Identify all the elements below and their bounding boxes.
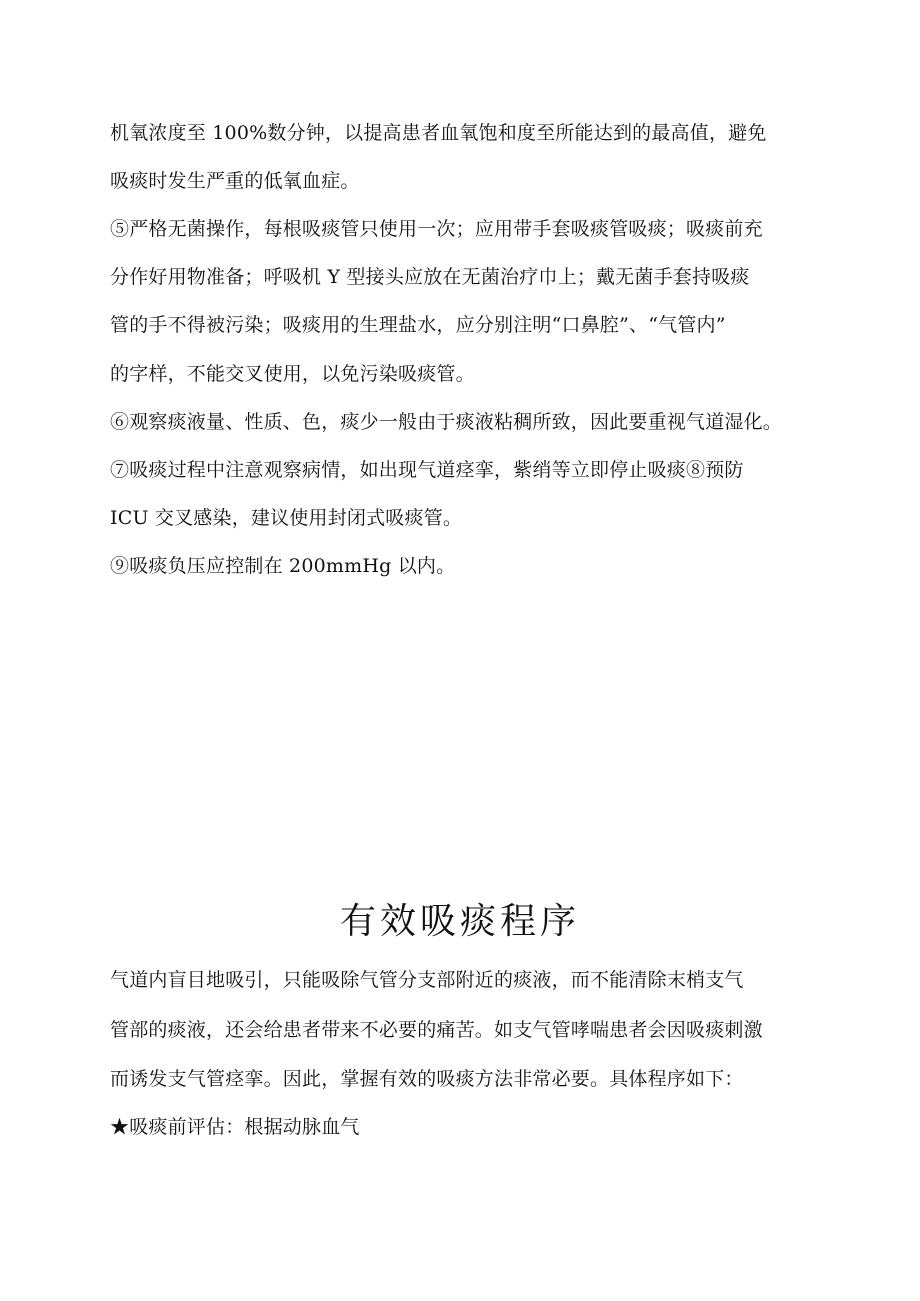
paragraph-line: ⑤严格无菌操作，每根吸痰管只使用一次；应用带手套吸痰管吸痰；吸痰前充 — [110, 218, 763, 240]
paragraph-line: ⑦吸痰过程中注意观察病情，如出现气道痉挛，紫绡等立即停止吸痰⑧预防 — [110, 459, 744, 481]
paragraph-line: 吸痰时发生严重的低氧血症。 — [110, 170, 360, 192]
paragraph-line: 而诱发支气管痉挛。因此，掌握有效的吸痰方法非常必要。具体程序如下： — [110, 1068, 744, 1090]
paragraph-line: 管的手不得被污染；吸痰用的生理盐水，应分别注明“口鼻腔”、“气管内” — [110, 314, 726, 336]
paragraph-line: ICU 交叉感染，建议使用封闭式吸痰管。 — [110, 507, 463, 529]
section-title: 有效吸痰程序 — [339, 901, 580, 942]
paragraph-line: 机氧浓度至 100%数分钟，以提高患者血氧饱和度至所能达到的最高值，避免 — [110, 122, 767, 144]
paragraph-line: ⑥观察痰液量、性质、色，痰少一般由于痰液粘稠所致，因此要重视气道湿化。 — [110, 411, 783, 433]
paragraph-line: ★吸痰前评估：根据动脉血气 — [110, 1116, 360, 1138]
paragraph-line: 分作好用物准备；呼吸机 Y 型接头应放在无菌治疗巾上；戴无菌手套持吸痰 — [110, 266, 750, 288]
paragraph-line: 的字样，不能交叉使用，以免污染吸痰管。 — [110, 363, 475, 385]
paragraph-line: 气道内盲目地吸引，只能吸除气管分支部附近的痰液，而不能清除末梢支气 — [110, 969, 744, 991]
paragraph-line: 管部的痰液，还会给患者带来不必要的痛苦。如支气管哮喘患者会因吸痰刺激 — [110, 1019, 763, 1041]
paragraph-line: ⑨吸痰负压应控制在 200mmHg 以内。 — [110, 555, 456, 577]
